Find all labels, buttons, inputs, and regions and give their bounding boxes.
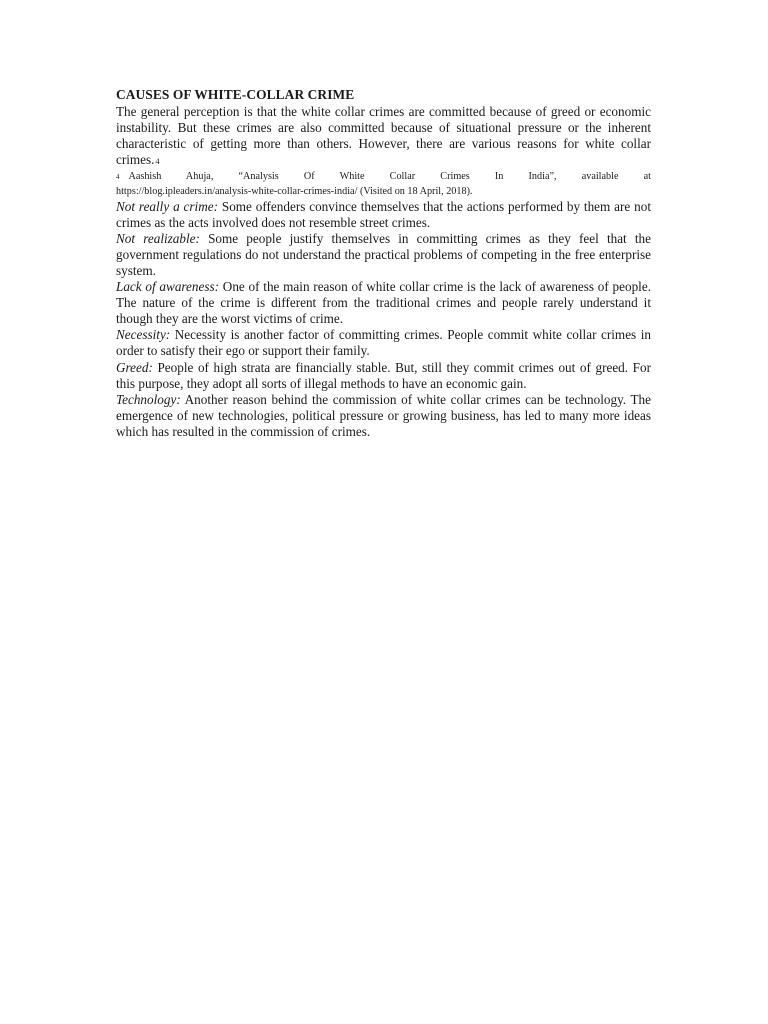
footnote-reference: 4 (155, 156, 160, 166)
cause-text: Some offenders convince themselves that the actions performed by them are not crimes as the acts involved does not resemble street crimes. (116, 198, 652, 230)
cause-text: People of high strata are financially stable. But, still they commit crimes out of greed. For this purpose, they adopt all sorts of illegal methods to have an economic gain. (116, 359, 651, 391)
cause-paragraph-technology (116, 392, 651, 440)
cause-text: Another reason behind the commission of white collar crimes can be technology. The emergence of new technologies, political pressure or growing business, has led to many more ideas which has resulted in the commission of crimes. (116, 391, 651, 439)
cause-text: One of the main reason of white collar crime is the lack of awareness of people. The nature of the crime is different from the traditional crimes and people rarely understand it though they are the worst victims of crime. (116, 279, 651, 327)
footnote-url-line: https://blog.ipleaders.in/analysis-white-collar-crimes-india/ (Visited on 18 April, 2018). (116, 185, 473, 197)
footnote-marker: 4 (116, 173, 120, 182)
footnote-line-1 (116, 170, 651, 185)
cause-text: Necessity is another factor of committing crimes. People commit white collar crimes in order to satisfy their ego or support their family. (116, 327, 651, 359)
cause-term: Not realizable: (116, 230, 200, 246)
footnote (116, 170, 651, 198)
cause-paragraph-not-really-a-crime (116, 199, 651, 231)
document-page (116, 87, 651, 440)
section-title: CAUSES OF WHITE-COLLAR CRIME (116, 87, 355, 102)
cause-term: Technology: (116, 391, 181, 407)
cause-term: Greed: (116, 359, 153, 375)
cause-text: Some people justify themselves in committing crimes as they feel that the government regulations do not understand the practical problems of competing in the free enterprise system. (116, 230, 652, 278)
cause-paragraph-necessity (116, 327, 651, 359)
cause-paragraph-not-realizable (116, 231, 651, 279)
intro-text: The general perception is that the white collar crimes are committed because of greed or economic instability. But these crimes are also committed because of situational pressure or the inherent characteristic of getting more than others. However, there are various reasons for white collar crimes. (116, 104, 651, 168)
cause-term: Lack of awareness: (116, 279, 220, 295)
cause-term: Not really a crime: (116, 198, 218, 214)
footnote-citation: Aashish Ahuja, “Analysis Of White Collar Crimes In India”, available at (128, 171, 651, 183)
cause-paragraph-lack-of-awareness (116, 279, 651, 327)
cause-paragraph-greed (116, 360, 651, 392)
cause-term: Necessity: (116, 327, 171, 343)
intro-paragraph (116, 104, 651, 170)
